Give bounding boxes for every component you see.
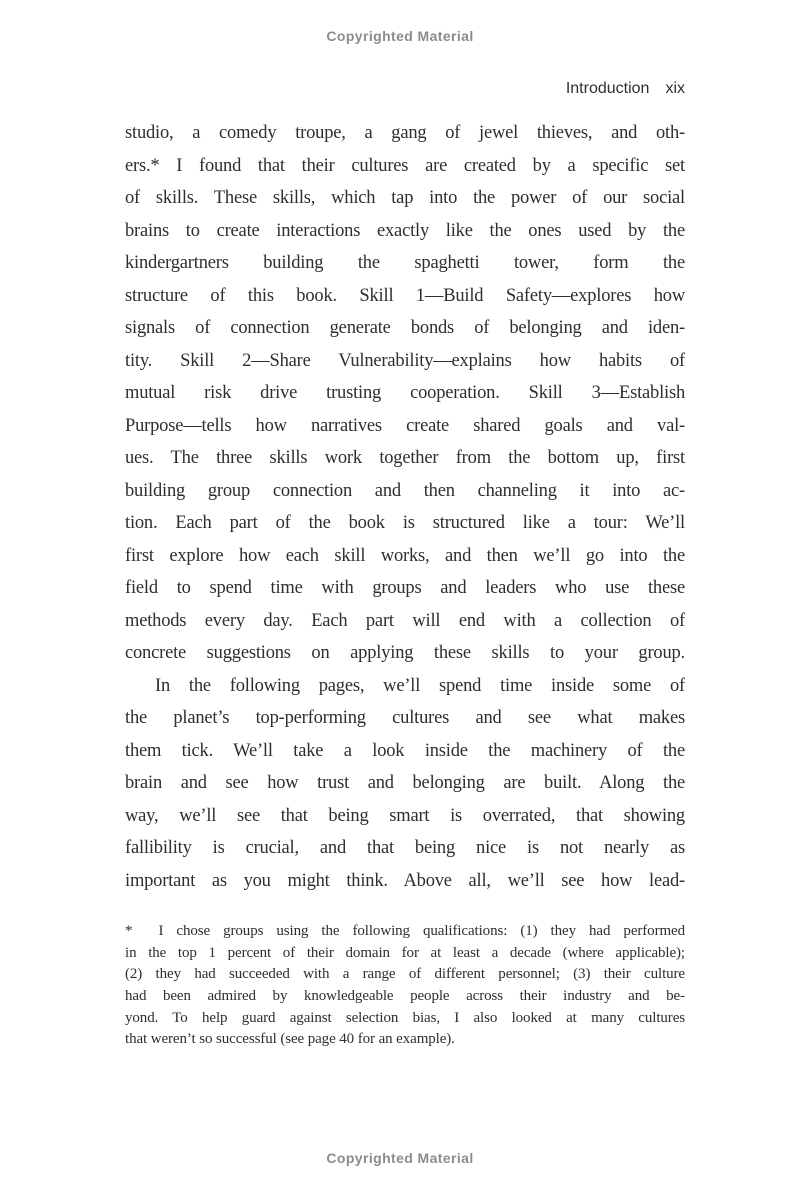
text-line: ues. The three skills work together from the bottom up, first xyxy=(125,448,685,468)
paragraph-1 xyxy=(125,117,685,670)
text-line: kindergartners building the spaghetti tower, form the xyxy=(125,253,685,273)
text-line: structure of this book. Skill 1—Build Safety—explores how xyxy=(125,285,685,306)
text-line: in the top 1 percent of their domain for at least a decade (where applicable); xyxy=(125,944,685,961)
chapter-title: Introduction xyxy=(565,80,650,97)
text-line: building group connection and then channeling it into ac- xyxy=(125,480,685,501)
body-text xyxy=(125,117,685,897)
text-line: Purpose—tells how narratives create shared goals and val- xyxy=(125,415,685,436)
text-line: ers.* I found that their cultures are created by a specific set xyxy=(125,155,685,176)
text-line: first explore how each skill works, and then we’ll go into the xyxy=(125,545,685,566)
text-line: had been admired by knowledgeable people across their industry and be- xyxy=(125,988,685,1005)
text-line: concrete suggestions on applying these skills to your group. xyxy=(125,643,685,663)
running-head xyxy=(125,80,685,98)
text-line: studio, a comedy troupe, a gang of jewel thieves, and oth- xyxy=(125,123,685,143)
text-line: of skills. These skills, which tap into the power of our social xyxy=(125,188,685,208)
text-line: that weren’t so successful (see page 40 for an example). xyxy=(125,1031,455,1048)
copyright-notice-bottom: Copyrighted Material xyxy=(326,1150,474,1166)
paragraph-2 xyxy=(125,670,685,898)
text-line: (2) they had succeeded with a range of different personnel; (3) their culture xyxy=(125,966,685,983)
footnote xyxy=(125,921,685,1051)
text-line: them tick. We’ll take a look inside the machinery of the xyxy=(125,740,685,761)
text-line: important as you might think. Above all, we’ll see how lead- xyxy=(125,870,685,891)
text-line: In the following pages, we’ll spend time inside some of xyxy=(155,675,685,696)
text-line: tity. Skill 2—Share Vulnerability—explains how habits of xyxy=(125,350,685,371)
text-line: yond. To help guard against selection bias, I also looked at many cultures xyxy=(125,1009,685,1026)
copyright-notice-top: Copyrighted Material xyxy=(326,28,474,44)
text-line: tion. Each part of the book is structured like a tour: We’ll xyxy=(125,513,685,533)
text-line: way, we’ll see that being smart is overrated, that showing xyxy=(125,805,685,826)
text-line: brain and see how trust and belonging are built. Along the xyxy=(125,773,685,793)
text-line: fallibility is crucial, and that being nice is not nearly as xyxy=(125,838,685,858)
text-line: signals of connection generate bonds of belonging and iden- xyxy=(125,318,685,338)
text-line: mutual risk drive trusting cooperation. Skill 3—Establish xyxy=(125,383,685,403)
text-line: methods every day. Each part will end with a collection of xyxy=(125,610,685,631)
text-line: field to spend time with groups and leaders who use these xyxy=(125,578,685,598)
text-line: the planet’s top-performing cultures and see what makes xyxy=(125,708,685,728)
page-number: xix xyxy=(665,80,685,97)
text-line: brains to create interactions exactly like the ones used by the xyxy=(125,220,685,241)
text-line: * I chose groups using the following qualifications: (1) they had performed xyxy=(125,923,685,939)
